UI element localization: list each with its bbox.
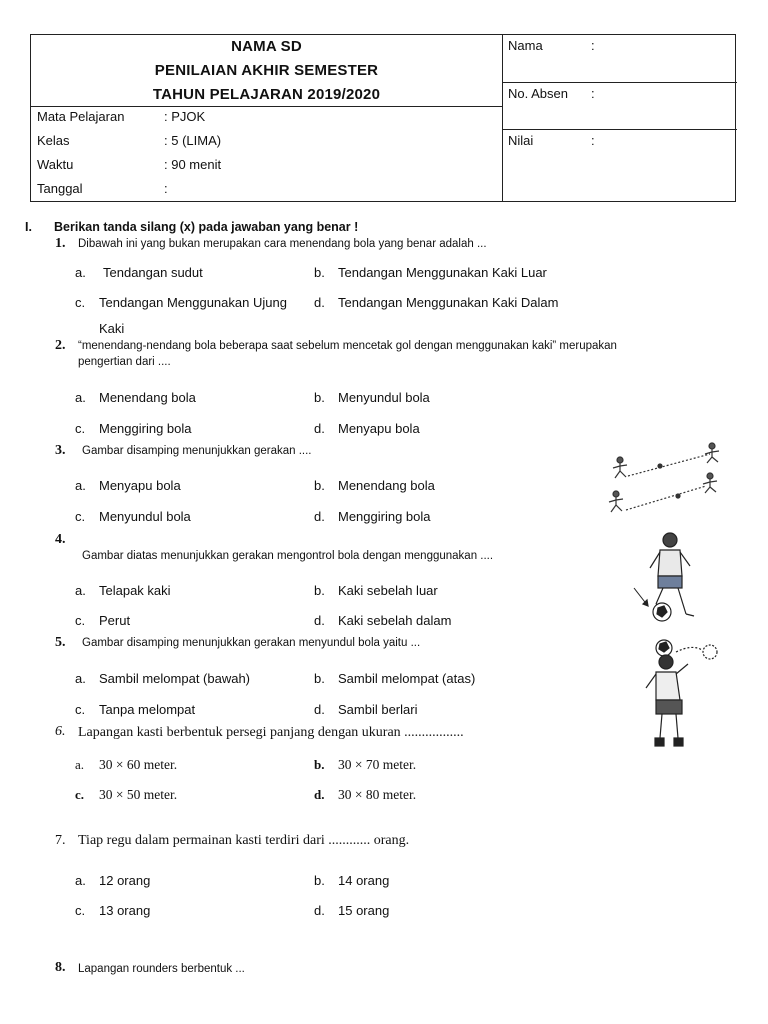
option-text: Menyapu bola [99, 478, 181, 493]
option-text: Tendangan Menggunakan Ujung [99, 295, 287, 310]
exam-title: PENILAIAN AKHIR SEMESTER [154, 62, 379, 79]
option-text: Menyundul bola [338, 390, 430, 405]
option-key: d. [314, 421, 325, 436]
date-value: : [164, 181, 168, 196]
question-number: 6. [55, 724, 66, 739]
dribbling-illustration [600, 438, 730, 520]
option-text: Sambil berlari [338, 702, 418, 717]
option-key: d. [314, 787, 325, 802]
class-label: Kelas [37, 133, 70, 148]
option-key: b. [314, 757, 325, 772]
option-key: a. [75, 478, 86, 493]
option-key: d. [314, 903, 325, 918]
option-key: c. [75, 509, 86, 524]
option-key: a. [75, 873, 86, 888]
option-key: b. [314, 873, 325, 888]
question-number: 4. [55, 532, 66, 547]
time-label: Waktu [37, 157, 74, 172]
option-text: Menendang bola [99, 390, 196, 405]
question-text: Lapangan rounders berbentuk ... [78, 963, 245, 975]
option-key: b. [314, 390, 325, 405]
score-field-label: Nilai [508, 133, 534, 148]
option-key: a. [75, 390, 86, 405]
time-value: : 90 menit [164, 157, 222, 172]
heading-illustration [636, 638, 726, 752]
header-divider-right-1 [502, 82, 737, 83]
option-text: Tendangan Menggunakan Kaki Luar [338, 265, 547, 280]
option-key: a. [75, 265, 86, 280]
option-text: Menggiring bola [99, 421, 192, 436]
option-text: 30 × 70 meter. [338, 757, 417, 772]
ball-control-illustration [628, 530, 718, 624]
question-text: Tiap regu dalam permainan kasti terdiri dari ............ orang. [78, 833, 410, 848]
subject-label: Mata Pelajaran [37, 109, 125, 124]
option-text: 13 orang [99, 903, 151, 918]
option-text: Sambil melompat (bawah) [99, 671, 251, 686]
option-key: c. [75, 613, 86, 628]
option-text: Menendang bola [338, 478, 435, 493]
option-key: c. [75, 295, 86, 310]
header-table [30, 34, 736, 202]
question-text: Gambar disamping menunjukkan gerakan .... [82, 445, 312, 457]
question-text: Dibawah ini yang bukan merupakan cara menendang bola yang benar adalah ... [78, 238, 487, 250]
option-text: 14 orang [338, 873, 390, 888]
section-number: I. [25, 220, 32, 234]
option-text: Sambil melompat (atas) [338, 671, 476, 686]
option-key: b. [314, 583, 325, 598]
option-key: b. [314, 478, 325, 493]
option-text: Kaki sebelah dalam [338, 613, 452, 628]
option-key: b. [314, 671, 325, 686]
option-text: Tendangan Menggunakan Kaki Dalam [338, 295, 559, 310]
absen-field-label: No. Absen [508, 86, 568, 101]
academic-year: TAHUN PELAJARAN 2019/2020 [152, 86, 381, 103]
option-text-continued: Kaki [99, 321, 125, 336]
question-text: Gambar disamping menunjukkan gerakan menyundul bola yaitu ... [82, 637, 421, 649]
option-key: c. [75, 787, 85, 802]
option-key: c. [75, 903, 86, 918]
option-key: d. [314, 295, 325, 310]
option-key: a. [75, 671, 86, 686]
option-text: 30 × 50 meter. [99, 787, 178, 802]
option-text: Menggiring bola [338, 509, 431, 524]
question-text-line1: “menendang-nendang bola beberapa saat sebelum mencetak gol dengan menggunakan kaki” merupakan [78, 340, 617, 352]
name-field-label: Nama [508, 38, 543, 53]
option-text: Kaki sebelah luar [338, 583, 438, 598]
option-key: a. [75, 757, 85, 772]
option-text: 30 × 60 meter. [99, 757, 178, 772]
option-text: 30 × 80 meter. [338, 787, 417, 802]
option-text: Telapak kaki [99, 583, 171, 598]
question-number: 8. [55, 960, 66, 975]
option-text: 12 orang [99, 873, 151, 888]
option-key: c. [75, 702, 86, 717]
question-number: 7. [55, 833, 66, 848]
option-text: Menyapu bola [338, 421, 420, 436]
header-divider-left [31, 106, 502, 107]
option-key: a. [75, 583, 86, 598]
option-key: c. [75, 421, 86, 436]
option-text: 15 orang [338, 903, 390, 918]
absen-field-colon: : [591, 86, 595, 101]
option-key: d. [314, 702, 325, 717]
option-key: d. [314, 613, 325, 628]
question-text-line2: pengertian dari .... [78, 356, 171, 368]
option-key: b. [314, 265, 325, 280]
section-instruction: Berikan tanda silang (x) pada jawaban yang benar ! [54, 220, 359, 234]
header-divider-vertical [502, 35, 503, 201]
school-name: NAMA SD [231, 38, 302, 55]
option-text: Menyundul bola [99, 509, 191, 524]
date-label: Tanggal [37, 181, 83, 196]
question-number: 2. [55, 338, 66, 353]
question-number: 1. [55, 236, 66, 251]
class-value: : 5 (LIMA) [164, 133, 222, 148]
question-text: Gambar diatas menunjukkan gerakan mengontrol bola dengan menggunakan .... [82, 550, 494, 562]
name-field-colon: : [591, 38, 595, 53]
option-text: Perut [99, 613, 131, 628]
option-text: Tanpa melompat [99, 702, 196, 717]
question-number: 5. [55, 635, 66, 650]
question-number: 3. [55, 443, 66, 458]
option-key: d. [314, 509, 325, 524]
score-field-colon: : [591, 133, 595, 148]
header-divider-right-2 [502, 129, 737, 130]
option-text: Tendangan sudut [103, 265, 203, 280]
subject-value: : PJOK [164, 109, 206, 124]
question-text: Lapangan kasti berbentuk persegi panjang dengan ukuran ................. [78, 725, 464, 740]
